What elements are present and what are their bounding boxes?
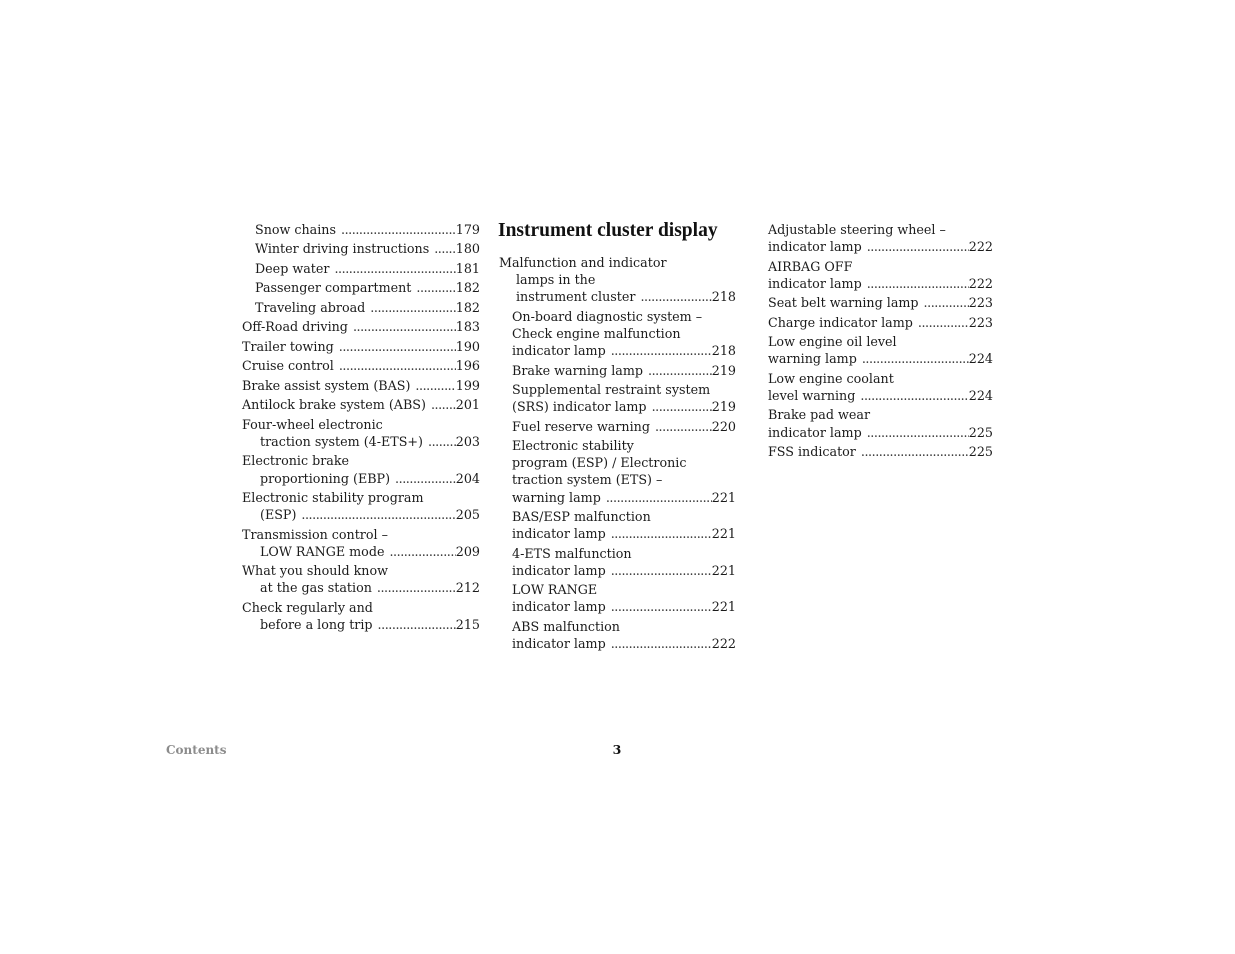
page-number: 221 (711, 599, 736, 615)
toc-entry (768, 443, 993, 460)
page-number: 183 (455, 319, 480, 335)
page-number: 225 (968, 424, 993, 440)
toc-entry (242, 377, 480, 394)
page-number: 223 (968, 314, 993, 330)
toc-entry (768, 294, 993, 311)
dot-leader (643, 362, 712, 379)
toc-entry-line (498, 545, 736, 562)
toc-entry-line (768, 333, 993, 350)
dot-leader (606, 562, 712, 579)
page-number: 220 (711, 418, 736, 434)
page-number: 222 (711, 636, 736, 652)
dot-leader (334, 338, 456, 355)
toc-entry-line (498, 598, 736, 615)
dot-leader (372, 579, 456, 596)
toc-entry-label: Snow chains (255, 222, 336, 237)
page-number: 179 (455, 222, 480, 237)
dot-leader (384, 543, 455, 560)
page-number: 205 (455, 507, 480, 523)
dot-leader (296, 506, 455, 523)
toc-entry-line (242, 470, 480, 487)
toc-entry-list (498, 254, 736, 652)
toc-entry-label: Check engine malfunction (512, 325, 681, 341)
toc-entry-label: BAS/ESP malfunction (512, 509, 651, 525)
toc-entry-label: lamps in the (516, 272, 596, 288)
toc-entry-line (242, 616, 480, 633)
toc-entry-label: LOW RANGE (512, 582, 598, 598)
toc-entry-line (498, 362, 736, 379)
toc-entry (768, 370, 993, 404)
toc-entry-label: Electronic stability program (242, 490, 424, 506)
toc-entry-line (242, 279, 480, 296)
page-number: 219 (711, 399, 736, 415)
dot-leader (862, 424, 969, 441)
toc-entry-line (498, 254, 736, 271)
toc-entry (242, 279, 480, 296)
toc-entry-line (242, 506, 480, 523)
page-number: 223 (968, 295, 993, 311)
toc-entry-label: traction system (ETS) – (512, 472, 663, 488)
toc-entry-line (498, 525, 736, 542)
toc-entry (498, 508, 736, 542)
toc-entry-label: Transmission control – (242, 526, 388, 542)
toc-entry-line (242, 221, 480, 238)
toc-entry-label: Adjustable steering wheel – (768, 222, 946, 237)
page-number: 224 (968, 351, 993, 367)
dot-leader (606, 635, 712, 652)
page-number: 221 (711, 562, 736, 578)
toc-entry (242, 240, 480, 257)
toc-entry (768, 406, 993, 440)
toc-entry (498, 618, 736, 652)
toc-entry-line (498, 288, 736, 305)
page-number: 203 (455, 433, 480, 449)
toc-entry-line (242, 318, 480, 335)
toc-entry-label: before a long trip (260, 617, 373, 633)
toc-entry-label: warning lamp (512, 489, 601, 505)
toc-entry-line (242, 599, 480, 616)
toc-entry-label: What you should know (242, 563, 388, 579)
toc-entry-line (242, 396, 480, 413)
toc-entry-label: Supplemental restraint system (512, 382, 711, 398)
toc-entry-label: Check regularly and (242, 599, 373, 615)
toc-entry (242, 562, 480, 596)
toc-entry-line (768, 350, 993, 367)
toc-entry (242, 299, 480, 316)
toc-entry-line (498, 398, 736, 415)
toc-entry-line (498, 581, 736, 598)
toc-entry-list (768, 221, 993, 460)
toc-entry-line (242, 240, 480, 257)
dot-leader (365, 299, 455, 316)
dot-leader (606, 525, 712, 542)
toc-entry-label: proportioning (EBP) (260, 470, 391, 486)
toc-entry-label: at the gas station (260, 580, 372, 596)
page-number: 222 (968, 275, 993, 291)
toc-entry-line (498, 454, 736, 471)
toc-entry (242, 452, 480, 486)
toc-entry-line (242, 562, 480, 579)
toc-entry-line (768, 238, 993, 255)
dot-leader (919, 294, 969, 311)
toc-entry-line (768, 370, 993, 387)
toc-entry-label: On-board diagnostic system – (512, 308, 703, 324)
toc-entry-line (498, 635, 736, 652)
toc-entry (768, 221, 993, 255)
toc-entry-line (242, 260, 480, 277)
toc-entry-line (498, 471, 736, 488)
page-number: 190 (455, 338, 480, 354)
toc-entry (242, 318, 480, 335)
page-number: 181 (455, 260, 480, 276)
footer-page-number: 3 (612, 742, 622, 757)
dot-leader (411, 279, 455, 296)
page-number: 182 (455, 299, 480, 315)
toc-entry-label: Four-wheel electronic (242, 416, 383, 432)
toc-entry-label: indicator lamp (512, 343, 606, 359)
dot-leader (856, 443, 969, 460)
dot-leader (650, 418, 712, 435)
toc-entry-label: Antilock brake system (ABS) (242, 397, 426, 413)
section-heading: Instrument cluster display (498, 220, 718, 241)
toc-entry (768, 314, 993, 331)
page-number: 224 (968, 387, 993, 403)
toc-entry-label: Electronic brake (242, 453, 350, 469)
toc-entry (498, 254, 736, 305)
page-number: 218 (711, 343, 736, 359)
toc-entry-label: indicator lamp (512, 526, 606, 542)
toc-entry-line (768, 424, 993, 441)
toc-entry-label: Fuel reserve warning (512, 418, 650, 434)
page-number: 196 (455, 358, 480, 374)
toc-entry-line (498, 418, 736, 435)
page-number: 204 (455, 470, 480, 486)
toc-entry-line (498, 437, 736, 454)
dot-leader (423, 433, 456, 450)
toc-entry-line (768, 221, 993, 238)
dot-leader (348, 318, 456, 335)
toc-entry-line (768, 443, 993, 460)
toc-entry (498, 308, 736, 359)
toc-entry (242, 357, 480, 374)
dot-leader (601, 489, 712, 506)
toc-entry (242, 416, 480, 450)
toc-entry-label: Deep water (255, 260, 330, 276)
toc-entry-label: indicator lamp (768, 239, 862, 255)
toc-entry-label: (ESP) (260, 507, 297, 523)
toc-entry-line (498, 381, 736, 398)
toc-entry-label: indicator lamp (512, 636, 606, 652)
toc-entry-line (498, 618, 736, 635)
toc-entry-line (242, 377, 480, 394)
toc-entry-label: instrument cluster (516, 289, 636, 305)
page-number: 225 (968, 444, 993, 460)
toc-entry-label: level warning (768, 387, 856, 403)
toc-entry-line (242, 543, 480, 560)
dot-leader (862, 275, 969, 292)
dot-leader (855, 387, 968, 404)
toc-entry-label: indicator lamp (768, 424, 862, 440)
page-number: 221 (711, 489, 736, 505)
toc-entry-label: Trailer towing (242, 338, 334, 354)
toc-entry (498, 418, 736, 435)
page-number: 201 (455, 397, 480, 413)
toc-entry-line (498, 325, 736, 342)
toc-entry (498, 381, 736, 415)
page-number: 209 (455, 543, 480, 559)
toc-entry-line (242, 526, 480, 543)
toc-entry-line (498, 489, 736, 506)
dot-leader (373, 616, 456, 633)
dot-leader (647, 398, 712, 415)
toc-entry-line (242, 489, 480, 506)
toc-entry-line (242, 433, 480, 450)
toc-entry-line (768, 314, 993, 331)
toc-entry-label: Low engine coolant (768, 370, 894, 386)
toc-entry-list (242, 221, 480, 633)
toc-entry-label: indicator lamp (768, 275, 862, 291)
toc-entry (498, 437, 736, 506)
toc-entry (768, 258, 993, 292)
dot-leader (606, 598, 712, 615)
toc-entry-label: Traveling abroad (255, 299, 366, 315)
toc-entry (768, 333, 993, 367)
toc-entry-line (768, 406, 993, 423)
page-number: 212 (455, 580, 480, 596)
toc-entry-label: traction system (4-ETS+) (260, 433, 423, 449)
toc-entry-label: ABS malfunction (512, 618, 620, 634)
page-number: 215 (455, 617, 480, 633)
toc-entry-line (242, 579, 480, 596)
dot-leader (336, 221, 456, 238)
toc-entry-line (498, 508, 736, 525)
page-number: 219 (711, 362, 736, 378)
toc-entry-label: Seat belt warning lamp (768, 295, 919, 311)
toc-entry-label: Charge indicator lamp (768, 314, 913, 330)
toc-entry-label: Brake pad wear (768, 407, 871, 423)
toc-entry (242, 221, 480, 238)
dot-leader (426, 396, 456, 413)
toc-entry-label: Passenger compartment (255, 280, 412, 296)
toc-entry-line (768, 294, 993, 311)
toc-entry-label: Brake warning lamp (512, 362, 644, 378)
toc-entry-label: warning lamp (768, 351, 857, 367)
toc-entry-label: Malfunction and indicator (499, 255, 667, 270)
toc-entry-line (498, 562, 736, 579)
toc-entry-line (498, 308, 736, 325)
toc-entry (242, 489, 480, 523)
dot-leader (857, 350, 969, 367)
toc-entry-line (242, 452, 480, 469)
toc-column-1 (242, 221, 480, 636)
toc-entry-line (242, 338, 480, 355)
toc-entry-line (242, 416, 480, 433)
toc-entry-label: FSS indicator (768, 444, 856, 460)
toc-entry-label: indicator lamp (512, 599, 606, 615)
dot-leader (606, 342, 712, 359)
toc-entry-label: (SRS) indicator lamp (512, 399, 647, 415)
toc-entry-line (498, 271, 736, 288)
toc-entry-label: Off-Road driving (242, 319, 348, 335)
footer-section-title: Contents (166, 743, 227, 757)
toc-entry-label: 4-ETS malfunction (512, 545, 632, 561)
dot-leader (390, 470, 456, 487)
toc-entry (242, 599, 480, 633)
page-number: 218 (711, 289, 736, 305)
toc-entry-label: Brake assist system (BAS) (242, 377, 411, 393)
dot-leader (429, 240, 456, 257)
page-number: 221 (711, 526, 736, 542)
toc-entry (242, 338, 480, 355)
toc-entry-label: Cruise control (242, 358, 334, 374)
toc-entry-line (768, 258, 993, 275)
toc-entry (242, 396, 480, 413)
toc-entry (498, 545, 736, 579)
page-number: 182 (455, 280, 480, 296)
toc-entry-line (242, 357, 480, 374)
toc-entry (498, 581, 736, 615)
toc-entry-label: indicator lamp (512, 562, 606, 578)
dot-leader (862, 238, 969, 255)
dot-leader (410, 377, 455, 394)
toc-entry-label: Winter driving instructions (255, 241, 430, 257)
page-number: 199 (455, 377, 480, 393)
toc-entry-line (768, 387, 993, 404)
toc-entry-label: AIRBAG OFF (768, 258, 853, 274)
toc-entry (498, 362, 736, 379)
toc-entry (242, 526, 480, 560)
toc-entry-label: Electronic stability (512, 438, 634, 454)
dot-leader (334, 357, 456, 374)
toc-entry-line (768, 275, 993, 292)
toc-entry-line (242, 299, 480, 316)
page-number: 180 (455, 241, 480, 257)
toc-entry-label: program (ESP) / Electronic (512, 455, 687, 471)
page-number: 222 (968, 239, 993, 255)
toc-entry (242, 260, 480, 277)
toc-entry-line (498, 342, 736, 359)
toc-entry-label: LOW RANGE mode (260, 543, 385, 559)
dot-leader (329, 260, 455, 277)
dot-leader (913, 314, 969, 331)
toc-column-2 (498, 254, 736, 655)
toc-entry-label: Low engine oil level (768, 334, 897, 350)
dot-leader (635, 288, 711, 305)
toc-column-3 (768, 221, 993, 463)
